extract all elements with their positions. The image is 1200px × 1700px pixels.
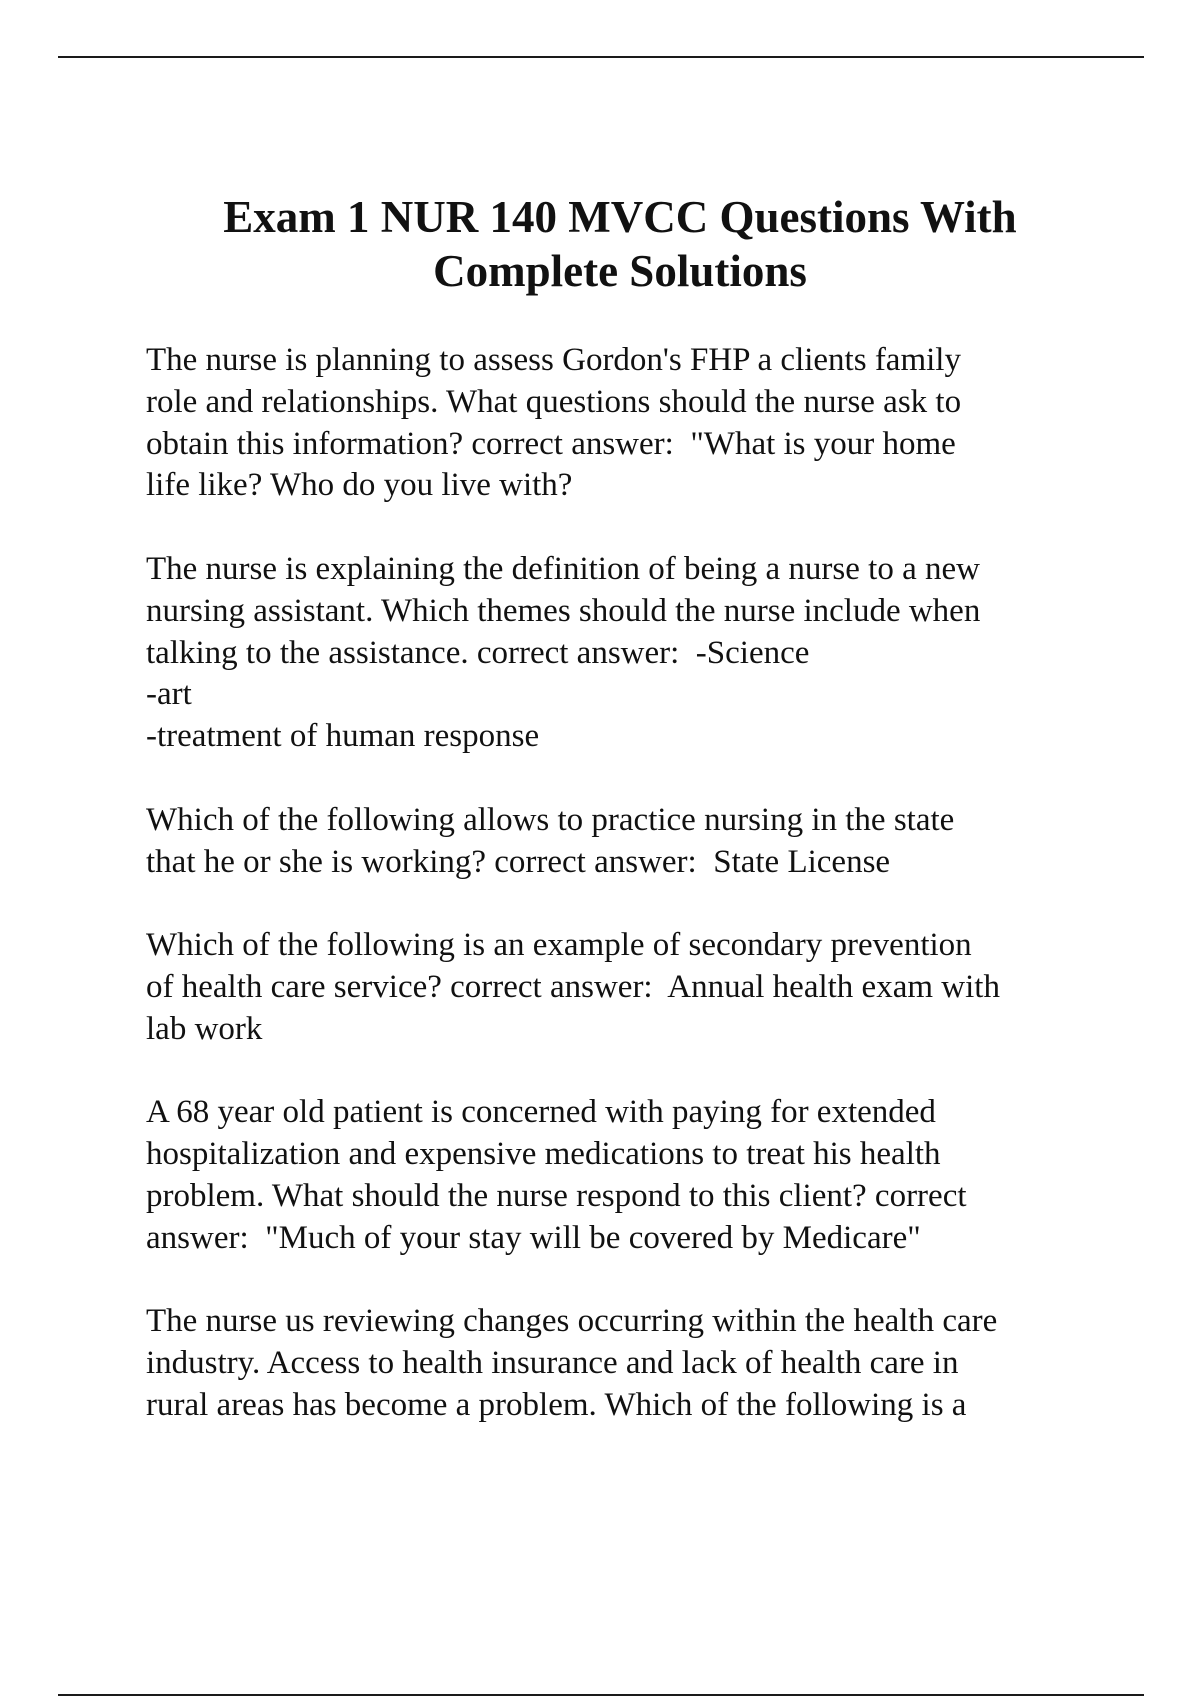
title-line-1: Exam 1 NUR 140 MVCC Questions With: [223, 192, 1017, 242]
qa-block-1: [146, 340, 1146, 507]
title-line-2: Complete Solutions: [433, 246, 807, 296]
qa-block-6: [146, 1301, 1146, 1426]
bottom-rule: [58, 1694, 1144, 1696]
text-line: talking to the assistance. correct answer: -Science: [146, 634, 810, 671]
text-line: The nurse us reviewing changes occurring within the health care: [146, 1303, 998, 1340]
qa-block-3: [146, 800, 1146, 884]
text-line: rural areas has become a problem. Which of the following is a: [146, 1386, 967, 1423]
text-line: answer: "Much of your stay will be covered by Medicare": [146, 1219, 921, 1256]
text-line: -art: [146, 676, 192, 713]
text-line: of health care service? correct answer: Annual health exam with: [146, 968, 1000, 1005]
text-line: industry. Access to health insurance and lack of health care in: [146, 1345, 959, 1382]
question-list: [146, 340, 1146, 1469]
text-line: -treatment of human response: [146, 718, 540, 755]
text-line: that he or she is working? correct answer: State License: [146, 843, 891, 880]
qa-block-2: [146, 549, 1146, 758]
text-line: life like? Who do you live with?: [146, 467, 573, 504]
text-line: A 68 year old patient is concerned with paying for extended: [146, 1094, 936, 1131]
text-line: The nurse is explaining the definition of being a nurse to a new: [146, 550, 980, 587]
document-title: [100, 190, 1140, 298]
text-line: lab work: [146, 1010, 263, 1047]
text-line: Which of the following is an example of secondary prevention: [146, 927, 972, 964]
text-line: The nurse is planning to assess Gordon's FHP a clients family: [146, 342, 961, 378]
text-line: role and relationships. What questions should the nurse ask to: [146, 383, 962, 420]
text-line: Which of the following allows to practice nursing in the state: [146, 801, 955, 838]
qa-block-5: [146, 1092, 1146, 1259]
text-line: problem. What should the nurse respond to this client? correct: [146, 1177, 967, 1214]
text-line: obtain this information? correct answer: "What is your home: [146, 425, 956, 462]
text-line: hospitalization and expensive medications to treat his health: [146, 1136, 941, 1173]
qa-block-4: [146, 925, 1146, 1050]
text-line: nursing assistant. Which themes should the nurse include when: [146, 592, 981, 629]
top-rule: [58, 56, 1144, 58]
